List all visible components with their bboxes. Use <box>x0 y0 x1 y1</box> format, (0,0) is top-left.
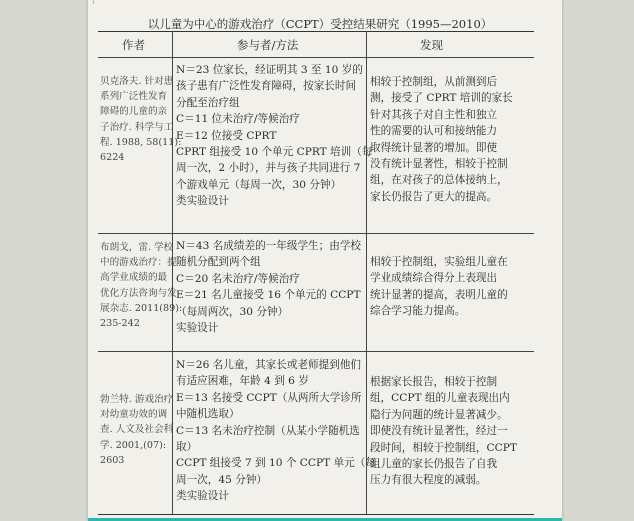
row-2-author: 布朗戈，雷. 学校 中的游戏治疗：提 高学业成绩的最 优化方法咨询与发 展杂志. 2011(89): 235-242 <box>100 242 183 330</box>
header-author: 作者 <box>122 38 145 52</box>
row-divider-2 <box>98 351 534 352</box>
table-top-rule <box>98 31 534 32</box>
row-3-method: N＝26 名儿童，其家长或老师提到他们 有适应困难，年龄 4 到 6 岁 E＝13 名接受 CCPT（从两所大学诊所 中随机选取） C＝13 名未治疗控制（从某小学随机选 取） CCPT 组接受 7 到 10 个 CCPT 单元（每 周一次，45 分钟） 类实验设计 <box>176 359 376 503</box>
row-3-author: 勃兰特. 游戏治疗 对幼童功效的调 查. 人文及社会科 学. 2001,(07): 2603 <box>100 394 174 466</box>
header-method: 参与者/方法 <box>237 38 299 52</box>
table-title: 以儿童为中心的游戏治疗（CCPT）受控结果研究（1995—2010） <box>147 17 493 31</box>
row-1-finding: 相较于控制组，从前测到后 测，接受了 CPRT 培训的家长 针对其孩子对自主性和独立 性的需要的认可和接纳能力 取得统计显著的增加。即使 没有统计显著性，相较于控制 组，在对孩子的总体接纳上， 家长仍报告了更大的提高。 <box>370 76 513 203</box>
page-edge-mark: ¹ <box>92 0 95 8</box>
table-bottom-rule <box>98 514 534 515</box>
row-2-method: N＝43 名成绩差的一年级学生；由学校 随机分配到两个组 C＝20 名未治疗/等候治疗 E＝21 名儿童接受 16 个单元的 CCPT （每周两次，30 分钟） 实验设计 <box>176 240 362 335</box>
row-3-finding: 根据家长报告，相较于控制 组，CCPT 组的儿童表现出内 隐行为问题的统计显著减少。 即使没有统计显著性，经过一 段时间，相较于控制组，CCPT 组儿童的家长仍报告了自我 压力有很大程度的减弱。 <box>370 376 517 487</box>
row-1-method: N＝23 位家长，经证明其 3 至 10 岁的 孩子患有广泛性发育障碍，按家长时间 分配至治疗组 C＝11 位未治疗/等候治疗 E＝12 位接受 CPRT CPRT 组接受 10 个单元 CPRT 培训（每 周一次，2 小时），并与孩子共同进行 7 个游戏单元（每周一次，30 分钟） 类实验设计 <box>176 64 373 208</box>
row-1-author: 贝克洛夫. 针对患 系列广泛性发育 障碍的儿童的亲 子治疗. 科学与工 程. 1988, 58(11): 6224 <box>100 76 182 164</box>
header-finding: 发现 <box>420 38 443 52</box>
header-rule <box>98 57 534 58</box>
row-divider-1 <box>98 233 534 234</box>
row-2-finding: 相较于控制组，实验组儿童在 学业成绩综合得分上表现出 统计显著的提高，表明儿童的 综合学习能力提高。 <box>370 256 508 318</box>
